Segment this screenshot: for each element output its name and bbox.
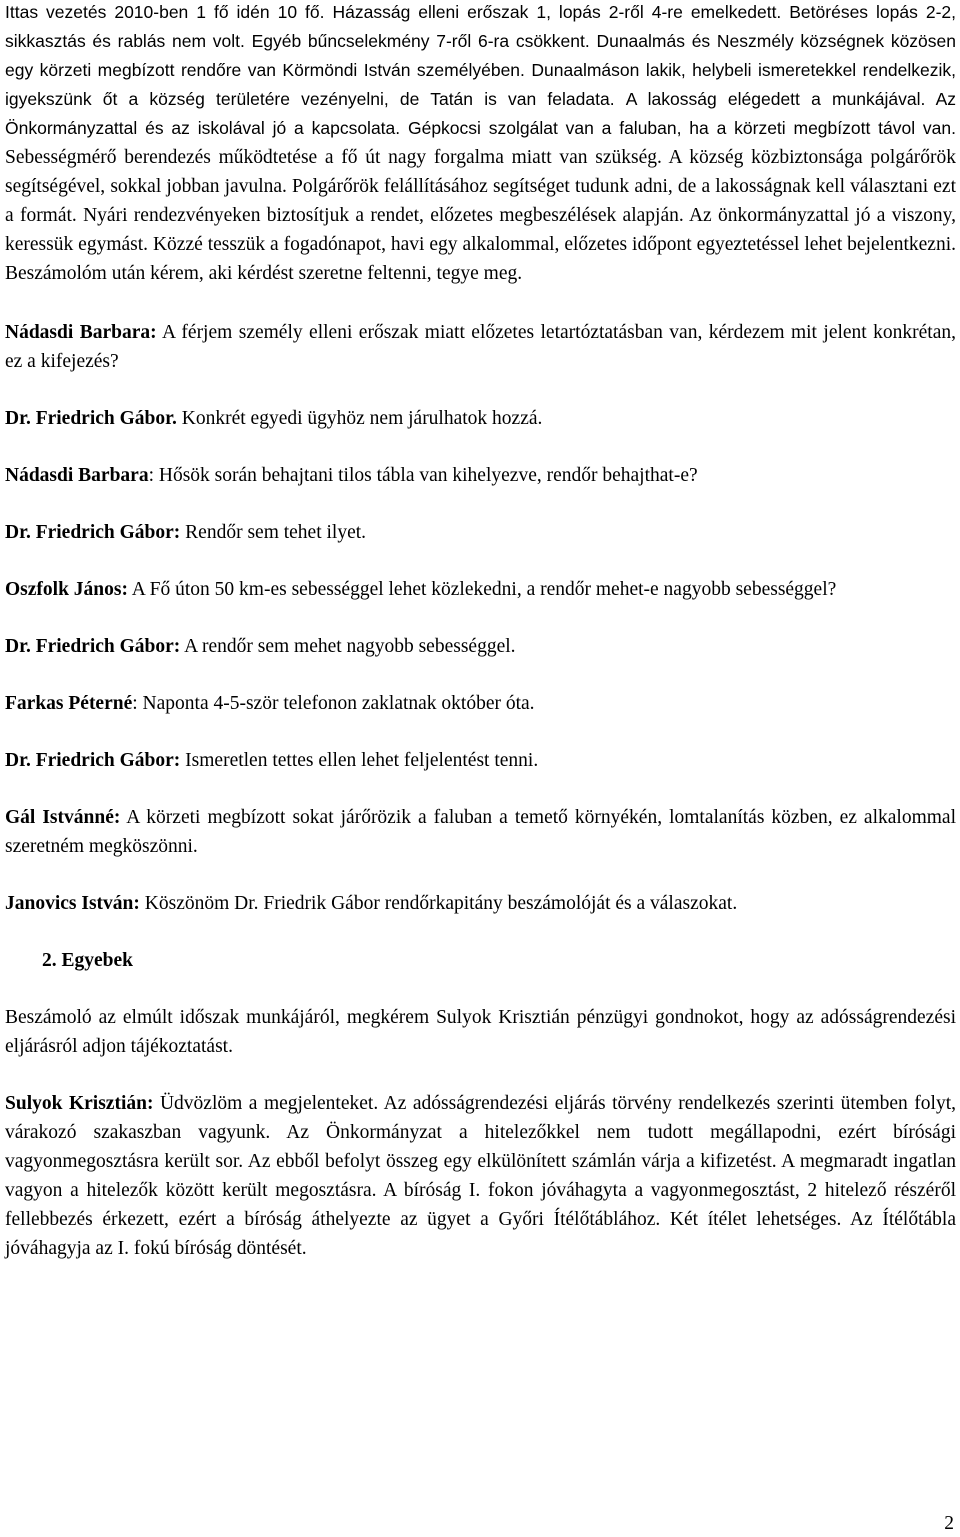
question-paragraph [5, 575, 956, 604]
speaker-name: Gál Istvánné: [5, 807, 121, 828]
speaker-name: Dr. Friedrich Gábor: [5, 522, 181, 543]
answer-paragraph [5, 518, 956, 547]
page-number: 2 [944, 1513, 954, 1534]
report-text: Dunaalmáson lakik, helybeli ismeretekkel rendelkezik, igyekszünk őt a község területére vezényelni, de Tatán is van feladata. [5, 60, 957, 109]
document-page [5, 0, 956, 1263]
report-text: A lakosság elégedett a munkájával. Az Önkormányzattal és az iskolával jó a kapcsolata. [5, 89, 957, 138]
speech-text: Üdvözlöm a megjelenteket. Az adósságrendezési eljárás törvény rendelkezés szerinti ütemben folyt, várakozó szakaszban vagyunk. Az Önkormányzat a hitelezőkkel nem tudott megállapodni, ezért bírósági vagyonmegosztásra került sor. Az ebből befolyt összeg egy elkülönített számlán várja a kifizetést. A megmaradt ingatlan vagyon a hitelezők között került megosztásra. A bíróság I. fokon jóváhagyta a vagyonmegosztást, 2 hitelező részéről fellebbezés érkezett, ezért a bíróság áthelyezte az ügyet a Győri Ítélőtáblához. Két ítélet lehetséges. Az Ítélőtábla jóváhagyja az I. fokú bíróság döntését. [5, 1093, 956, 1259]
closing-paragraph [5, 889, 956, 918]
speech-text: A Fő úton 50 km-es sebességgel lehet közlekedni, a rendőr mehet-e nagyobb sebességgel? [127, 579, 837, 600]
speaker-name: Oszfolk János: [5, 579, 128, 600]
speaker-name: Dr. Friedrich Gábor: [5, 636, 181, 657]
speech-text: A férjem személy elleni erőszak miatt előzetes letartóztatásban van, kérdezem mit jelent konkrétan, ez a kifejezés? [5, 322, 956, 372]
speech-text: Köszönöm Dr. Friedrik Gábor rendőrkapitány beszámolóját és a válaszokat. [139, 893, 738, 914]
question-paragraph [5, 461, 956, 490]
report-text: Ittas vezetés 2010-ben 1 fő idén 10 fő. Házasság elleni erőszak 1, lopás 2-ről 4-re emelkedett. Betöréses lopás 2-2, sikkasztás és rablás nem volt. Egyéb bűncselekmény 7-ről 6-ra csökkent. Dunaalmás és Neszmély községnek közösen egy körzeti megbízott rendőre van Körmöndi István személyében. [5, 2, 956, 80]
speaker-name: Dr. Friedrich Gábor: [5, 750, 181, 771]
speech-text: : Naponta 4-5-ször telefonon zaklatnak október óta. [132, 693, 535, 714]
speaker-name: Nádasdi Barbara: [5, 322, 157, 343]
speaker-name: Janovics István: [5, 893, 140, 914]
speaker-name: Farkas Péterné [5, 693, 133, 714]
agenda-item-heading: 2. Egyebek [42, 950, 134, 971]
question-paragraph [5, 689, 956, 718]
question-paragraph [5, 318, 956, 376]
report-text: Gépkocsi szolgálat van a faluban, ha a körzeti megbízott távol van. [407, 118, 957, 138]
request-paragraph: Beszámoló az elmúlt időszak munkájáról, megkérem Sulyok Krisztián pénzügyi gondnokot, hogy az adósságrendezési eljárásról adjon tájékoztatást. [5, 1007, 956, 1057]
report-text: Sebességmérő berendezés működtetése a fő út nagy forgalma miatt van szükség. A község közbiztonsága polgárőrök segítségével, sokkal jobban javulna. Polgárőrök felállításához segítséget tudunk adni, de a lakosságnak kell választani ezt a formát. Nyári rendezvényeken biztosítjuk a rendet, előzetes megbeszélések alapján. Az önkormányzattal jó a viszony, keressük egymást. [5, 147, 956, 255]
report-paragraph [5, 1089, 956, 1263]
speech-text: Ismeretlen tettes ellen lehet feljelentést tenni. [180, 750, 539, 771]
speaker-name: Sulyok Krisztián: [5, 1093, 154, 1114]
answer-paragraph [5, 404, 956, 433]
comment-paragraph [5, 803, 956, 861]
police-report-paragraph [5, 0, 956, 288]
answer-paragraph [5, 746, 956, 775]
speech-text: Rendőr sem tehet ilyet. [180, 522, 367, 543]
speaker-name: Dr. Friedrich Gábor. [5, 408, 177, 429]
speaker-name: Nádasdi Barbara [5, 465, 149, 486]
report-text: Közzé tesszük a fogadónapot, havi egy alkalommal, előzetes időpont egyeztetéssel lehet bejelentkezni. Beszámolóm után kérem, aki kérdést szeretne feltenni, tegye meg. [5, 234, 957, 284]
speech-text: : Hősök során behajtani tilos tábla van kihelyezve, rendőr behajthat-e? [148, 465, 698, 486]
speech-text: Konkrét egyedi ügyhöz nem járulhatok hozzá. [176, 408, 543, 429]
answer-paragraph [5, 632, 956, 661]
speech-text: A rendőr sem mehet nagyobb sebességgel. [180, 636, 516, 657]
speech-text: A körzeti megbízott sokat járőrözik a faluban a temető környékén, lomtalanítás közben, ez alkalommal szeretném megköszönni. [5, 807, 956, 857]
